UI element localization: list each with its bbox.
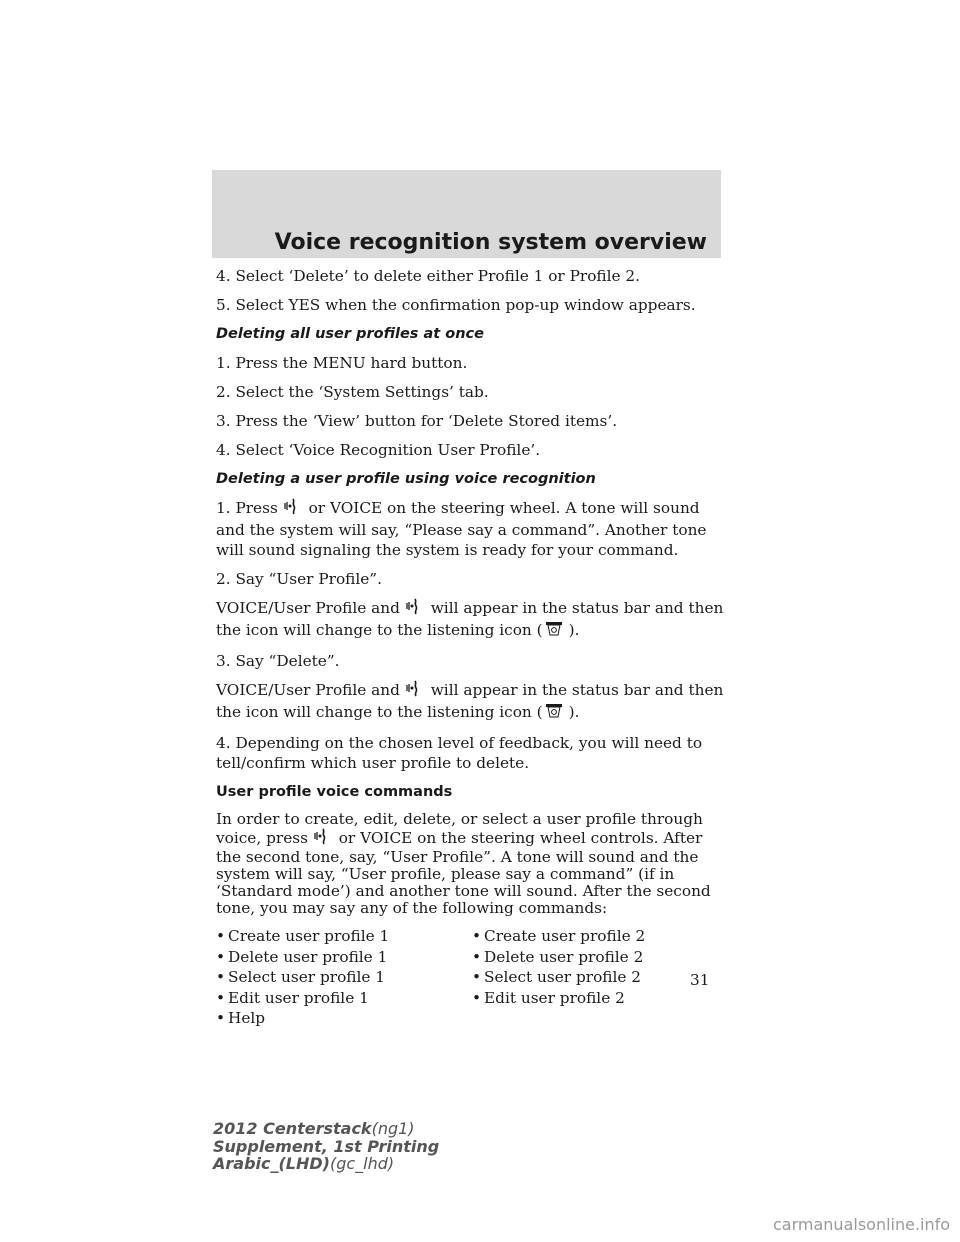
footer-line-1: 2012 Centerstack(ng1) <box>213 1119 415 1138</box>
voice-step-2: 2. Say “User Profile”. <box>216 570 382 588</box>
commands-list <box>216 926 726 1029</box>
page-number: 31 <box>690 971 710 989</box>
step-confirm-yes: 5. Select YES when the confirmation pop-up window appears. <box>216 296 696 314</box>
section-title: Voice recognition system overview <box>274 230 707 255</box>
voice-commands-intro: In order to create, edit, delete, or select a user profile through voice, press or VOICE on the steering wheel controls. After the second tone, say, “User Profile”. A tone will sound and the system will say, “User profile, please say a command” (if in ‘Standard mode’) and another tone will sound. After the second tone, you may say any of the following commands: <box>216 810 711 917</box>
voice-step-3-status: VOICE/User Profile and will appear in the status bar and then the icon will change to the listening icon ( ). <box>216 680 726 724</box>
print-footer <box>213 1120 439 1173</box>
list-item: • Select user profile 1 <box>216 968 386 986</box>
list-item: • Create user profile 2 <box>472 927 646 945</box>
voice-button-icon <box>314 828 329 849</box>
voice-step-3: 3. Say “Delete”. <box>216 652 340 670</box>
voice-button-icon <box>406 680 421 702</box>
section-header-band <box>212 170 721 258</box>
subheading-delete-by-voice: Deleting a user profile using voice recognition <box>216 471 596 487</box>
step-press-view: 3. Press the ‘View’ button for ‘Delete Stored items’. <box>216 412 618 430</box>
list-item: • Select user profile 2 <box>472 968 642 986</box>
watermark: carmanualsonline.info <box>773 1215 951 1234</box>
step-delete-profile: 4. Select ‘Delete’ to delete either Profile 1 or Profile 2. <box>216 267 641 285</box>
subheading-voice-commands: User profile voice commands <box>216 784 453 800</box>
step-system-settings: 2. Select the ‘System Settings’ tab. <box>216 383 489 401</box>
step-press-menu: 1. Press the MENU hard button. <box>216 354 468 372</box>
list-item: • Delete user profile 2 <box>472 947 644 966</box>
page-content <box>216 266 726 1029</box>
list-item: • Create user profile 1 <box>216 927 390 945</box>
list-item: • Edit user profile 1 <box>216 988 369 1007</box>
voice-button-icon <box>284 498 299 520</box>
voice-step-4: 4. Depending on the chosen level of feedback, you will need to tell/confirm which user profile to delete. <box>216 734 703 772</box>
voice-step-1: 1. Press or VOICE on the steering wheel. A tone will sound and the system will say, “Please say a command”. Another tone will sound signaling the system is ready for your command. <box>216 499 707 559</box>
subheading-delete-all: Deleting all user profiles at once <box>216 326 484 342</box>
list-item: • Help <box>216 1009 266 1027</box>
list-item: • Edit user profile 2 <box>472 988 625 1007</box>
footer-line-2: Supplement, 1st Printing <box>213 1136 440 1156</box>
list-item: • Delete user profile 1 <box>216 947 388 966</box>
voice-button-icon <box>406 598 421 620</box>
listening-icon <box>544 703 564 724</box>
step-select-vr-profile: 4. Select ‘Voice Recognition User Profile’. <box>216 441 541 459</box>
listening-icon <box>544 621 564 642</box>
footer-line-3: Arabic_(LHD)(gc_lhd) <box>213 1154 395 1173</box>
voice-step-2-status: VOICE/User Profile and will appear in the status bar and then the icon will change to the listening icon ( ). <box>216 598 726 642</box>
